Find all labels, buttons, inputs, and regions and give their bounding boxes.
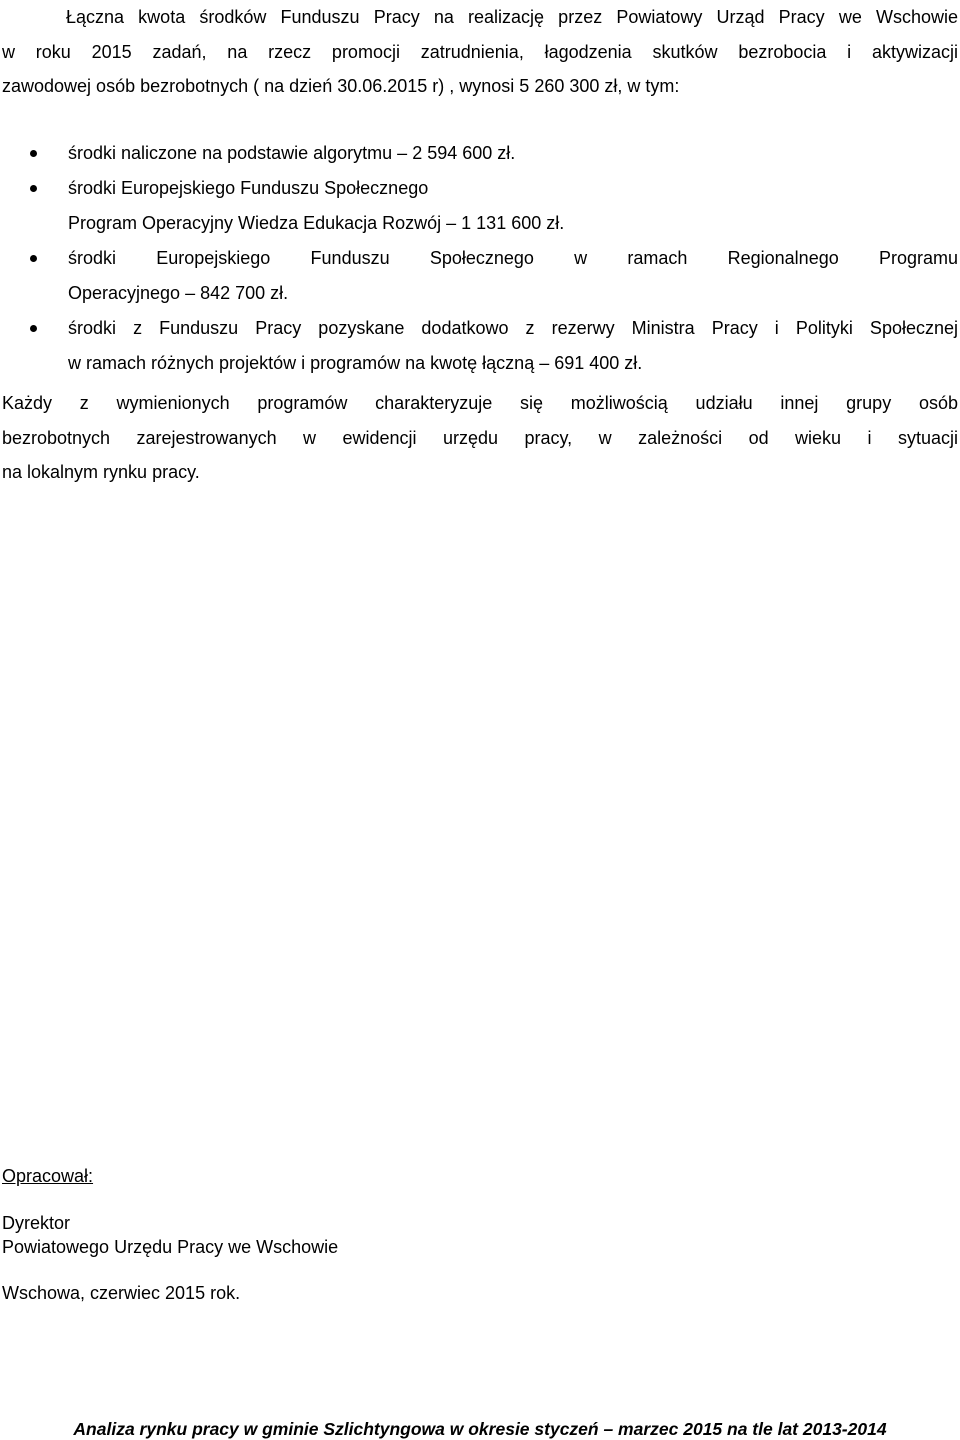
intro-line-1: Łączna kwota środków Funduszu Pracy na realizację przez Powiatowy Urząd Pracy we Wschowie bbox=[66, 7, 958, 27]
signatory-title: Dyrektor bbox=[2, 1213, 71, 1233]
bullet-icon bbox=[30, 325, 37, 332]
prepared-by-label: Opracował: bbox=[2, 1166, 94, 1186]
list-item bbox=[0, 241, 958, 311]
closing-line-1: Każdy z wymienionych programów charakteryzuje się możliwością udziału innej grupy osób bbox=[2, 393, 958, 413]
list-item-line: Operacyjnego – 842 700 zł. bbox=[68, 283, 289, 303]
closing-paragraph bbox=[2, 386, 958, 490]
list-item-line: środki Europejskiego Funduszu Społecznego w ramach Regionalnego Programu bbox=[68, 248, 958, 268]
page-footer: Analiza rynku pracy w gminie Szlichtyngowa w okresie styczeń – marzec 2015 na tle lat 2013-2014 bbox=[73, 1419, 887, 1439]
list-item-line: Program Operacyjny Wiedza Edukacja Rozwój – 1 131 600 zł. bbox=[68, 213, 565, 233]
list-item-line: środki z Funduszu Pracy pozyskane dodatkowo z rezerwy Ministra Pracy i Polityki Społecznej bbox=[68, 318, 958, 338]
intro-paragraph bbox=[2, 0, 958, 104]
bullet-icon bbox=[30, 150, 37, 157]
funding-list bbox=[0, 136, 958, 381]
list-item bbox=[0, 136, 958, 171]
closing-line-2: bezrobotnych zarejestrowanych w ewidencji urzędu pracy, w zależności od wieku i sytuacji bbox=[2, 427, 958, 448]
bullet-icon bbox=[30, 255, 37, 262]
signatory-office: Powiatowego Urzędu Pracy we Wschowie bbox=[2, 1237, 339, 1257]
list-item bbox=[0, 171, 958, 241]
list-item bbox=[0, 311, 958, 381]
intro-line-2: w roku 2015 zadań, na rzecz promocji zatrudnienia, łagodzenia skutków bezrobocia i aktywizacji bbox=[2, 41, 958, 62]
place-and-date: Wschowa, czerwiec 2015 rok. bbox=[2, 1283, 241, 1303]
intro-line-3: zawodowej osób bezrobotnych ( na dzień 30.06.2015 r) , wynosi 5 260 300 zł, w tym: bbox=[2, 76, 680, 96]
list-item-line: środki Europejskiego Funduszu Społecznego bbox=[68, 178, 429, 198]
list-item-line: w ramach różnych projektów i programów na kwotę łączną – 691 400 zł. bbox=[68, 353, 643, 373]
bullet-icon bbox=[30, 185, 37, 192]
list-item-line: środki naliczone na podstawie algorytmu – 2 594 600 zł. bbox=[68, 143, 516, 163]
closing-line-3: na lokalnym rynku pracy. bbox=[2, 462, 200, 482]
